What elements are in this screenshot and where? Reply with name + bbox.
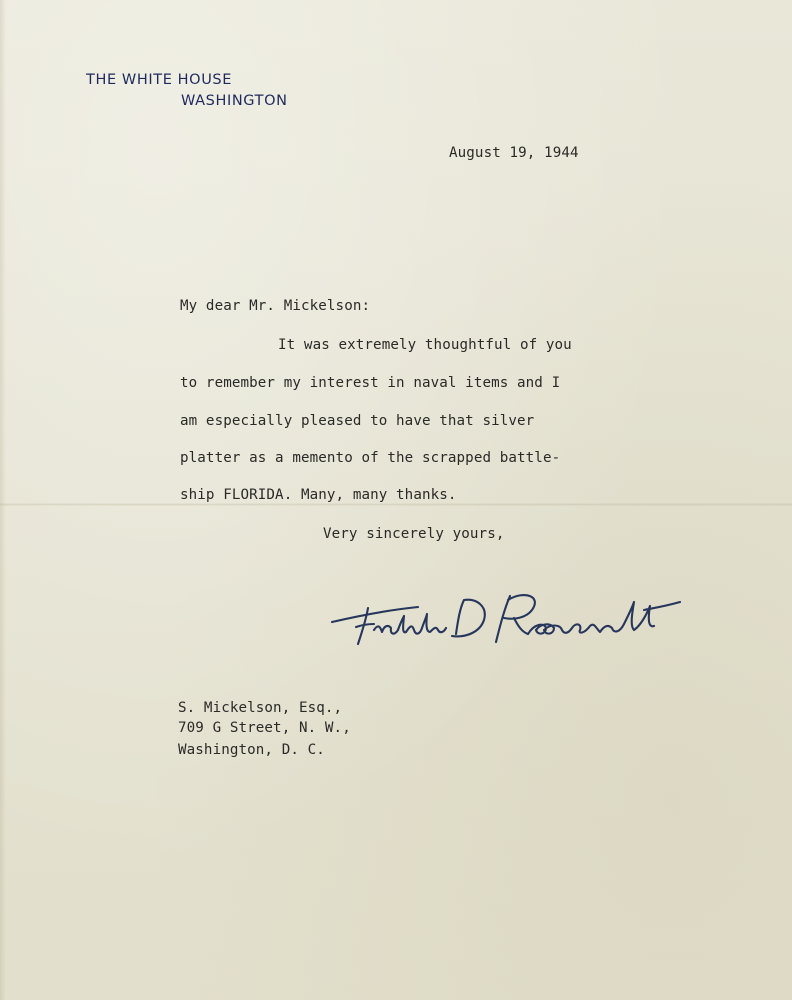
body-line: ship FLORIDA. Many, many thanks. (180, 487, 457, 503)
salutation: My dear Mr. Mickelson: (180, 298, 371, 314)
letter-date: August 19, 1944 (449, 145, 579, 161)
recipient-name: S. Mickelson, Esq., (178, 700, 343, 716)
letterhead-title: THE WHITE HOUSE (86, 72, 232, 88)
closing-line: Very sincerely yours, (323, 526, 505, 542)
paper-edge-stain (0, 0, 6, 1000)
recipient-street: 709 G Street, N. W., (178, 720, 351, 736)
paper-fold-line (0, 503, 792, 506)
letterhead-city: WASHINGTON (181, 93, 288, 109)
body-line: to remember my interest in naval items and I (180, 375, 561, 391)
signature (328, 580, 688, 655)
body-line: It was extremely thoughtful of you (278, 337, 572, 353)
body-line: platter as a memento of the scrapped battle- (180, 450, 561, 466)
body-line: am especially pleased to have that silver (180, 413, 535, 429)
recipient-city: Washington, D. C. (178, 742, 325, 758)
